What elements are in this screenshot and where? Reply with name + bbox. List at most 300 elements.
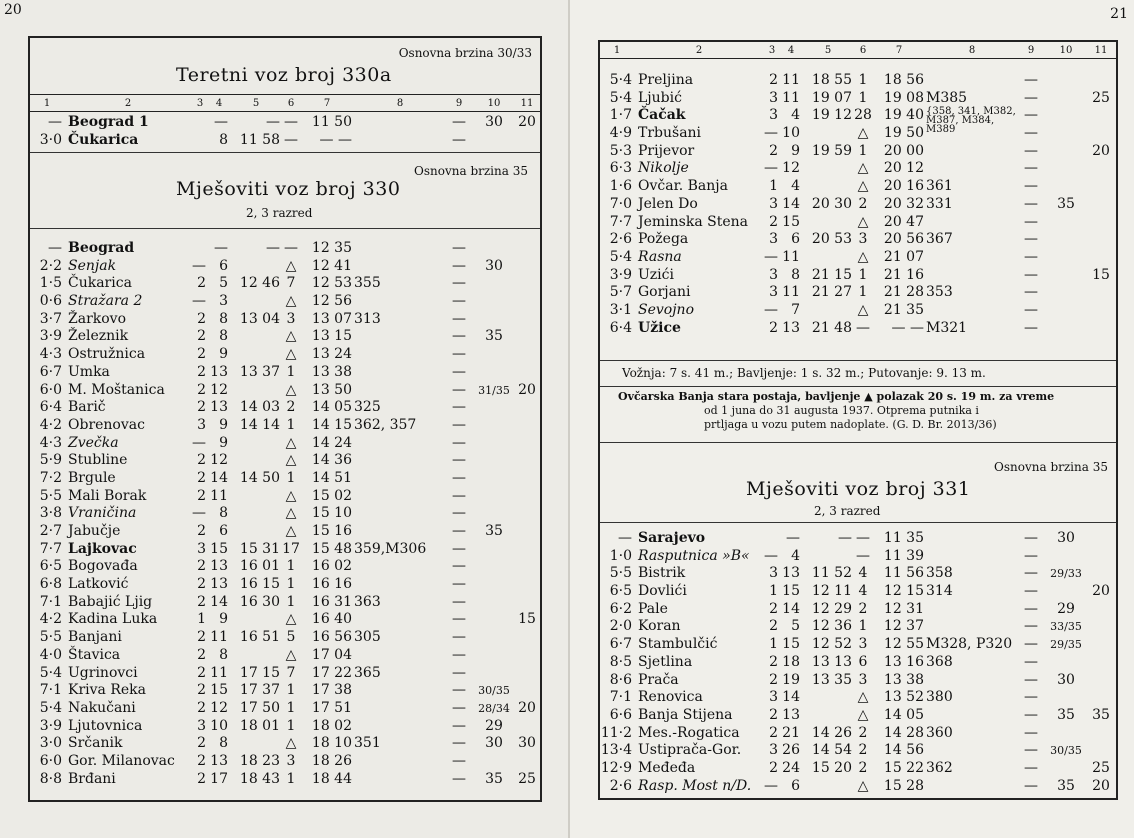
table-cell: 13 <box>782 706 800 723</box>
table-cell <box>802 689 854 707</box>
station-name: Ugrinovci <box>68 664 138 681</box>
table-cell <box>230 488 282 506</box>
table-cell: — <box>452 346 466 363</box>
distance-cell: 2·0 <box>609 618 632 635</box>
table-cell: 16 16 <box>311 576 352 593</box>
table-cell: 2 <box>769 759 778 776</box>
table-cell: 15 28 <box>883 777 924 794</box>
table-cell: 29 <box>485 717 503 734</box>
table-cell: 2 <box>858 724 868 741</box>
table-row <box>600 178 1116 196</box>
table-cell: 18 10 <box>311 735 352 752</box>
station-name: Jabučje <box>68 523 121 539</box>
table-cell: — <box>452 487 466 504</box>
station-name: Požega <box>638 231 689 248</box>
table-cell: 314 <box>926 583 953 600</box>
table-cell <box>516 647 538 665</box>
distance-cell: 7·7 <box>609 213 632 230</box>
distance-cell: 6·2 <box>609 600 632 617</box>
distance-cell: 5·7 <box>609 284 632 301</box>
table-cell <box>354 700 446 718</box>
distance-cell: 2·6 <box>609 231 632 248</box>
table-cell: — <box>1024 565 1038 582</box>
table-cell: 13 50 <box>311 381 352 398</box>
table-cell <box>354 258 446 276</box>
column-header: 3 <box>196 97 204 109</box>
table-cell: 3 <box>769 689 778 706</box>
distance-cell: — <box>48 240 62 256</box>
table-cell: 2 <box>197 328 206 345</box>
table-cell: — <box>452 114 466 130</box>
station-name: Čukarica <box>68 275 132 292</box>
r-column-headers <box>600 42 1116 59</box>
table-cell: 19 08 <box>883 89 924 106</box>
table-cell: 12 15 <box>883 583 924 600</box>
distance-cell: 7·2 <box>39 469 62 486</box>
table-row <box>30 541 540 559</box>
table-cell: 30 <box>485 735 503 752</box>
table-cell: — <box>452 240 466 256</box>
table-cell <box>230 523 282 541</box>
table-cell <box>1044 90 1088 108</box>
table-cell: 14 <box>782 600 800 617</box>
table-cell: 18 43 <box>239 770 280 787</box>
page-number-left: 20 <box>4 2 22 18</box>
table-cell: — <box>452 770 466 787</box>
table-cell: 2 <box>769 671 778 688</box>
table-cell: 2 <box>197 735 206 752</box>
table-cell: 2 <box>197 487 206 504</box>
table-row <box>30 594 540 612</box>
table-cell: 368 <box>926 653 953 670</box>
table-cell <box>472 611 516 629</box>
station-name: Ustiprača-Gor. <box>638 742 742 759</box>
table-row <box>30 417 540 435</box>
table-cell: 15 <box>210 682 228 699</box>
right-timetable-frame <box>598 40 1118 800</box>
table-cell: 8 <box>219 505 228 522</box>
column-header: 7 <box>895 44 903 56</box>
station-name: Srčanik <box>68 735 123 752</box>
table-cell: 3 <box>286 310 296 327</box>
station-name: Trbušani <box>638 125 702 142</box>
station-name: Kriva Reka <box>68 682 146 699</box>
table-cell <box>472 364 516 382</box>
table-cell: 12 <box>210 381 228 398</box>
table-cell <box>1088 618 1114 636</box>
station-name: Brgule <box>68 469 116 486</box>
table-cell: 15 <box>782 583 800 600</box>
table-cell: 12 <box>782 160 800 177</box>
right-page <box>570 0 1134 838</box>
table-cell: 3 <box>769 195 778 212</box>
table-cell: 3 <box>769 284 778 301</box>
table-row <box>600 267 1116 285</box>
column-header: 6 <box>859 44 867 56</box>
table-cell: — <box>192 505 206 522</box>
table-cell: — <box>1024 547 1038 564</box>
table-cell: 17 <box>210 770 228 787</box>
table-cell <box>516 417 538 435</box>
table-cell <box>1088 565 1114 583</box>
table-cell: △ <box>285 293 297 310</box>
table-row <box>30 452 540 470</box>
table-cell: 15 02 <box>311 487 352 504</box>
column-header: 10 <box>487 97 501 109</box>
table-cell: 18 56 <box>883 72 924 88</box>
table-cell: 15 16 <box>311 523 352 539</box>
table-row <box>30 275 540 293</box>
table-cell: 1 <box>286 469 296 486</box>
table-row <box>30 523 540 541</box>
table-cell <box>516 399 538 417</box>
table-cell: 358 <box>926 565 953 582</box>
table-row <box>600 302 1116 320</box>
distance-cell: 5·4 <box>39 664 62 681</box>
station-name: Rasp. Most n/D. <box>638 777 752 794</box>
table-cell: 11 58 <box>239 131 280 148</box>
table-cell: 325 <box>354 399 381 416</box>
table-cell: 16 02 <box>311 558 352 575</box>
table-cell: 3 <box>286 752 296 769</box>
r-t2-speed: Osnovna brzina 35 <box>994 460 1108 474</box>
table-cell <box>354 346 446 364</box>
table-row <box>600 214 1116 232</box>
table-cell: 35 <box>1057 195 1075 212</box>
column-header: 9 <box>1027 44 1035 56</box>
table-cell <box>472 558 516 576</box>
table-cell: 15 10 <box>311 505 352 522</box>
table-cell: △ <box>285 452 297 469</box>
distance-cell: 4·3 <box>39 346 62 363</box>
table-cell <box>1088 72 1114 90</box>
table-cell: 21 35 <box>883 301 924 318</box>
table-cell: 5 <box>286 629 296 646</box>
table-cell: 11 50 <box>311 114 352 130</box>
t2-subtitle: 2, 3 razred <box>246 206 313 220</box>
table-cell <box>354 558 446 576</box>
distance-cell: 6·5 <box>39 558 62 575</box>
table-cell: 360 <box>926 724 953 741</box>
table-cell <box>230 435 282 453</box>
table-cell <box>926 125 1018 143</box>
table-cell <box>472 417 516 435</box>
distance-cell: 13·4 <box>600 742 632 759</box>
station-name: Stubline <box>68 452 128 469</box>
table-cell <box>354 488 446 506</box>
distance-cell: 6·0 <box>39 752 62 769</box>
table-cell: △ <box>857 213 869 230</box>
table-cell: 35 <box>485 770 503 787</box>
table-cell <box>354 364 446 382</box>
table-cell: 13 <box>210 399 228 416</box>
note-line-1: Ovčarska Banja stara postaja, bavljenje ▲ polazak 20 s. 19 m. za vreme <box>618 390 1055 403</box>
table-cell <box>764 530 780 548</box>
table-cell <box>1088 214 1114 232</box>
distance-cell: 6·4 <box>39 399 62 416</box>
table-cell: — <box>1024 653 1038 670</box>
table-cell: 20 47 <box>883 213 924 230</box>
table-cell <box>926 530 1018 548</box>
table-cell: 17 50 <box>239 699 280 716</box>
table-cell <box>354 470 446 488</box>
table-row <box>30 629 540 647</box>
table-cell <box>230 258 282 276</box>
table-row <box>600 672 1116 690</box>
table-cell <box>472 399 516 417</box>
distance-cell: 5·4 <box>609 72 632 88</box>
table-cell: 18 23 <box>239 752 280 769</box>
table-cell: — <box>192 293 206 310</box>
station-name: Stambulčić <box>638 636 718 653</box>
distance-cell: 5·5 <box>609 565 632 582</box>
table-cell: △ <box>857 301 869 318</box>
table-cell: 15 <box>782 213 800 230</box>
table-cell <box>516 682 538 700</box>
table-cell <box>926 214 1018 232</box>
table-cell: — <box>1024 125 1038 142</box>
table-cell <box>472 240 516 258</box>
table-cell <box>1088 742 1114 760</box>
station-name: Brđani <box>68 770 116 787</box>
table-cell: — <box>452 540 466 557</box>
table-cell: — <box>786 530 800 546</box>
table-cell: 17 37 <box>239 682 280 699</box>
table-cell: 15 31 <box>239 540 280 557</box>
table-cell: 11 <box>782 72 800 88</box>
table-row <box>600 565 1116 583</box>
table-cell: — <box>1024 301 1038 318</box>
table-cell: 25 <box>518 770 536 787</box>
table-cell: 30 <box>1057 671 1075 688</box>
table-cell: 2 <box>858 600 868 617</box>
table-cell <box>472 470 516 488</box>
table-cell: — <box>284 114 298 130</box>
table-cell: 9 <box>219 416 228 433</box>
table-cell: 20 <box>518 699 536 716</box>
table-cell: 2 <box>197 469 206 486</box>
station-name: Renovica <box>638 689 703 706</box>
table-cell: — <box>284 240 298 256</box>
column-header: 1 <box>43 97 51 109</box>
table-cell: 26 <box>782 742 800 759</box>
r-t2-title: Mješoviti voz broj 331 <box>746 478 971 500</box>
table-cell: 17 38 <box>311 682 352 699</box>
station-name: Senjak <box>68 257 117 274</box>
table-cell <box>1088 178 1114 196</box>
table-cell: — <box>1024 618 1038 635</box>
table-cell: 5 <box>219 275 228 292</box>
table-cell: 2 <box>197 452 206 469</box>
table-cell <box>1088 654 1114 672</box>
table-cell: 1 <box>286 699 296 716</box>
station-name: Lajkovac <box>68 540 137 557</box>
table-row <box>600 778 1116 796</box>
table-cell: — <box>1024 724 1038 741</box>
table-cell <box>230 346 282 364</box>
table-cell: 1 <box>858 284 868 301</box>
column-header: 1 <box>613 44 621 56</box>
t2-title: Mješoviti voz broj 330 <box>176 178 401 200</box>
table-cell: 14 14 <box>239 416 280 433</box>
table-cell: 2 <box>769 600 778 617</box>
table-cell <box>1044 231 1088 249</box>
table-cell: — <box>452 735 466 752</box>
table-cell: △ <box>285 523 297 539</box>
distance-cell: 5·5 <box>39 487 62 504</box>
table-cell: 2 <box>197 646 206 663</box>
table-cell: 18 55 <box>811 72 852 88</box>
table-cell: 20 <box>1092 777 1110 794</box>
table-cell: 2 <box>197 664 206 681</box>
table-cell: 3 <box>197 540 206 557</box>
table-cell: 15 22 <box>883 759 924 776</box>
table-cell <box>516 470 538 488</box>
t2-rows <box>30 240 540 788</box>
table-cell: 12 56 <box>311 293 352 310</box>
table-cell: 14 24 <box>311 434 352 451</box>
table-cell: 16 15 <box>239 576 280 593</box>
distance-cell: 4·0 <box>39 646 62 663</box>
table-cell: 12 55 <box>883 636 924 653</box>
table-cell: 21 28 <box>883 284 924 301</box>
distance-cell: 2·7 <box>39 523 62 539</box>
station-name: Latković <box>68 576 129 593</box>
table-cell: 7 <box>286 664 296 681</box>
table-row <box>30 611 540 629</box>
distance-cell: 1·7 <box>609 107 632 124</box>
table-row <box>30 293 540 311</box>
table-cell: 3 <box>769 107 778 124</box>
table-cell <box>354 523 446 541</box>
table-cell: 20 <box>1092 142 1110 159</box>
table-cell: — <box>1024 689 1038 706</box>
table-cell <box>516 718 538 736</box>
table-cell: 12 <box>210 452 228 469</box>
station-name: Stražara 2 <box>68 293 143 310</box>
table-cell: △ <box>285 346 297 363</box>
table-cell: 3 <box>769 231 778 248</box>
table-cell: — <box>764 160 778 177</box>
note-line-2: od 1 juna do 31 augusta 1937. Otprema putnika i <box>704 404 979 417</box>
table-cell: 11 52 <box>811 565 852 582</box>
table-cell: 2 <box>197 363 206 380</box>
table-cell: 14 51 <box>311 469 352 486</box>
table-cell: 12 35 <box>311 240 352 256</box>
station-name: Ovčar. Banja <box>638 178 728 195</box>
table-cell: 1 <box>286 593 296 610</box>
table-cell <box>230 293 282 311</box>
station-name: Beograd <box>68 240 135 256</box>
table-cell <box>354 114 446 132</box>
column-header: 5 <box>252 97 260 109</box>
divider <box>600 522 1116 523</box>
table-cell <box>1088 636 1114 654</box>
table-cell: 20 <box>518 381 536 398</box>
table-cell: 2 <box>769 706 778 723</box>
table-cell: 4 <box>791 547 800 564</box>
table-cell <box>1044 302 1088 320</box>
table-cell <box>1044 320 1088 338</box>
table-cell: 35 <box>1057 706 1075 723</box>
column-header: 8 <box>968 44 976 56</box>
table-cell <box>516 665 538 683</box>
table-cell: — <box>452 293 466 310</box>
table-cell: 2 <box>769 319 778 336</box>
table-cell: 1 <box>286 558 296 575</box>
table-cell <box>354 240 446 258</box>
table-cell <box>472 488 516 506</box>
table-cell: 16 01 <box>239 558 280 575</box>
table-cell: — <box>192 257 206 274</box>
table-cell <box>926 160 1018 178</box>
table-cell <box>1044 583 1088 601</box>
distance-cell: 3·0 <box>39 131 62 148</box>
r-t2-subtitle: 2, 3 razred <box>814 504 881 518</box>
column-header: 3 <box>768 44 776 56</box>
table-cell: — <box>1024 671 1038 688</box>
table-cell <box>516 293 538 311</box>
table-cell: 1 <box>858 89 868 106</box>
table-row <box>30 399 540 417</box>
divider <box>600 386 1116 387</box>
table-cell: 17 15 <box>239 664 280 681</box>
table-cell: △ <box>857 160 869 177</box>
table-cell <box>354 647 446 665</box>
table-cell: 14 <box>782 195 800 212</box>
table-row <box>30 328 540 346</box>
distance-cell: 4·2 <box>39 611 62 628</box>
table-cell: 29/35 <box>1050 638 1082 652</box>
table-cell: — <box>764 248 778 265</box>
table-cell: 380 <box>926 689 953 706</box>
column-header: 8 <box>396 97 404 109</box>
table-cell: 29/33 <box>1050 567 1082 581</box>
table-cell: 3 <box>197 717 206 734</box>
table-row <box>30 132 540 150</box>
table-cell: 14 <box>782 689 800 706</box>
table-cell <box>472 132 516 150</box>
table-cell: 2 <box>197 310 206 327</box>
distance-cell: 4·9 <box>609 125 632 142</box>
table-cell <box>354 328 446 346</box>
table-row <box>600 284 1116 302</box>
table-cell: — <box>1024 706 1038 723</box>
table-cell: 30 <box>1057 530 1075 546</box>
table-cell: 4 <box>791 107 800 124</box>
table-cell <box>192 114 208 132</box>
table-cell: 2 <box>197 682 206 699</box>
table-cell: 16 40 <box>311 611 352 628</box>
station-name: Železnik <box>68 328 129 345</box>
table-cell <box>516 505 538 523</box>
table-cell: 30 <box>485 257 503 274</box>
table-cell: — <box>452 629 466 646</box>
table-cell <box>802 160 854 178</box>
t1-rows <box>30 114 540 149</box>
table-cell: 21 07 <box>883 248 924 265</box>
station-name: Međeđa <box>638 759 696 776</box>
table-cell: 2 <box>769 653 778 670</box>
distance-cell: — <box>618 530 632 546</box>
table-cell <box>1088 249 1114 267</box>
table-cell: 2 <box>197 752 206 769</box>
table-cell <box>472 435 516 453</box>
table-cell: — <box>764 777 778 794</box>
table-cell: — <box>856 319 870 336</box>
table-cell <box>472 293 516 311</box>
table-cell: 3 <box>197 416 206 433</box>
